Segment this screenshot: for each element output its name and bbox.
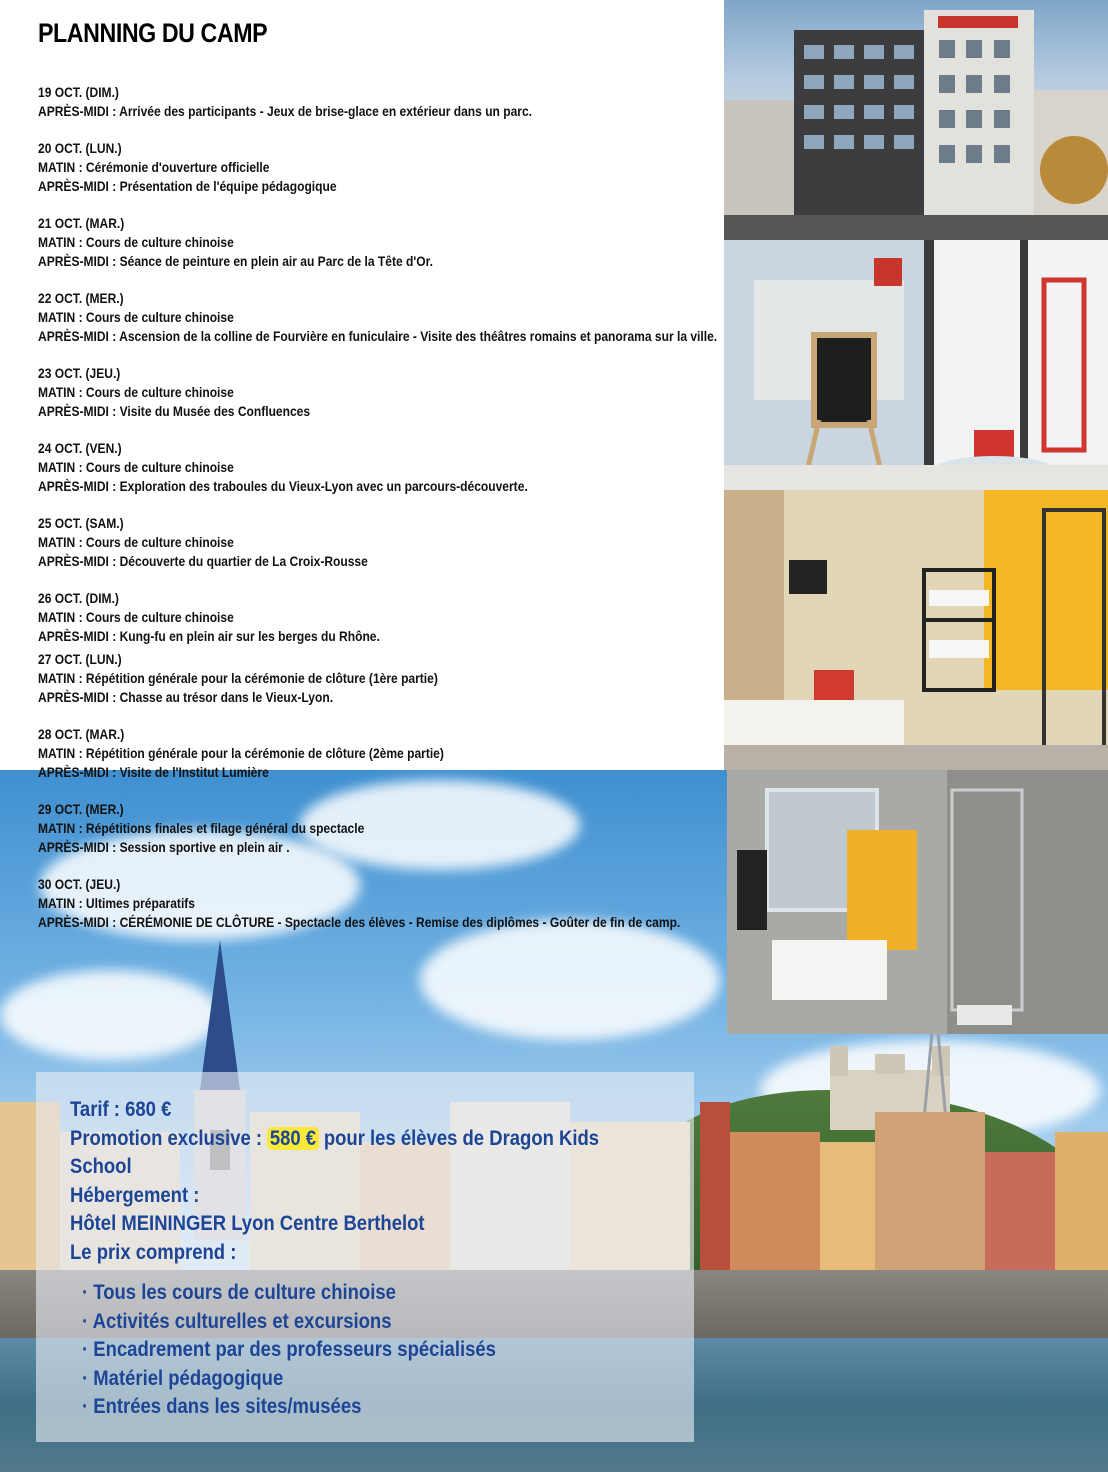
day-activity: MATIN : Ultimes préparatifs (38, 895, 195, 911)
schedule-day (38, 139, 718, 196)
day-date: 29 OCT. (MER.) (38, 801, 124, 817)
day-activity: MATIN : Cours de culture chinoise (38, 309, 234, 325)
day-date: 23 OCT. (JEU.) (38, 365, 121, 381)
hotel-room-photo (724, 490, 1108, 770)
day-activity: APRÈS-MIDI : Présentation de l'équipe pédagogique (38, 178, 337, 194)
schedule-day (38, 214, 718, 271)
day-activity: APRÈS-MIDI : Découverte du quartier de La Croix-Rousse (38, 553, 368, 569)
page-title: PLANNING DU CAMP (38, 18, 268, 48)
day-activity: MATIN : Cours de culture chinoise (38, 459, 234, 475)
day-activity: APRÈS-MIDI : Visite de l'Institut Lumière (38, 764, 269, 780)
promotion-suffix: pour les élèves de Dragon Kids (318, 1126, 600, 1150)
day-activity: MATIN : Cours de culture chinoise (38, 534, 234, 550)
day-activity: MATIN : Répétition générale pour la cérémonie de clôture (1ère partie) (38, 670, 438, 686)
day-date: 27 OCT. (LUN.) (38, 651, 122, 667)
day-activity: APRÈS-MIDI : Kung-fu en plein air sur les berges du Rhône. (38, 628, 380, 644)
hotel-bathroom-photo (727, 770, 1108, 1034)
day-activity: APRÈS-MIDI : Visite du Musée des Confluences (38, 403, 311, 419)
day-date: 30 OCT. (JEU.) (38, 876, 121, 892)
camp-schedule (38, 18, 718, 950)
includes-item: · Matériel pédagogique (82, 1366, 284, 1390)
includes-item: · Encadrement par des professeurs spécialisés (82, 1338, 496, 1361)
day-date: 20 OCT. (LUN.) (38, 140, 122, 156)
accommodation-label: Hébergement : (70, 1183, 200, 1207)
day-activity: MATIN : Cours de culture chinoise (38, 384, 234, 400)
day-activity: APRÈS-MIDI : Ascension de la colline de Fourvière en funiculaire - Visite des théâtres romains et panorama sur la ville. (38, 328, 718, 344)
day-activity: MATIN : Cours de culture chinoise (38, 234, 234, 250)
includes-item: · Entrées dans les sites/musées (82, 1395, 362, 1418)
schedule-day (38, 439, 718, 496)
hotel-exterior-photo (724, 0, 1108, 240)
includes-label: Le prix comprend : (70, 1240, 237, 1264)
day-activity: APRÈS-MIDI : Arrivée des participants - Jeux de brise-glace en extérieur dans un parc. (38, 103, 533, 119)
day-activity: APRÈS-MIDI : Séance de peinture en plein air au Parc de la Tête d'Or. (38, 253, 433, 269)
day-activity: APRÈS-MIDI : Session sportive en plein air . (38, 839, 290, 855)
schedule-day (38, 725, 718, 782)
day-activity: MATIN : Cours de culture chinoise (38, 609, 234, 625)
day-date: 25 OCT. (SAM.) (38, 515, 124, 531)
promotion-line (70, 1125, 599, 1154)
day-activity: MATIN : Répétition générale pour la cérémonie de clôture (2ème partie) (38, 745, 444, 761)
schedule-day (38, 589, 718, 646)
schedule-day (38, 514, 718, 571)
schedule-day (38, 83, 718, 121)
day-date: 19 OCT. (DIM.) (38, 84, 119, 100)
includes-list (82, 1279, 671, 1422)
day-date: 22 OCT. (MER.) (38, 290, 124, 306)
schedule-day (38, 875, 718, 932)
schedule-days (38, 83, 718, 932)
hotel-name: Hôtel MEININGER Lyon Centre Berthelot (70, 1212, 425, 1235)
day-activity: APRÈS-MIDI : CÉRÉMONIE DE CLÔTURE - Spectacle des élèves - Remise des diplômes - Goûter de fin de camp. (38, 914, 681, 930)
pricing-info-card (36, 1072, 694, 1442)
schedule-day (38, 650, 718, 707)
day-activity: MATIN : Cérémonie d'ouverture officielle (38, 159, 270, 175)
promotion-prefix: Promotion exclusive : (70, 1126, 268, 1150)
day-activity: APRÈS-MIDI : Exploration des traboules du Vieux-Lyon avec un parcours-découverte. (38, 478, 528, 494)
day-date: 24 OCT. (VEN.) (38, 440, 122, 456)
day-activity: APRÈS-MIDI : Chasse au trésor dans le Vieux-Lyon. (38, 689, 334, 705)
hotel-lobby-photo (724, 240, 1108, 490)
price-line: Tarif : 680 € (70, 1098, 172, 1121)
day-date: 21 OCT. (MAR.) (38, 215, 125, 231)
promotion-line-continued: School (70, 1155, 132, 1178)
schedule-day (38, 364, 718, 421)
day-date: 26 OCT. (DIM.) (38, 590, 119, 606)
day-date: 28 OCT. (MAR.) (38, 726, 125, 742)
day-activity: MATIN : Répétitions finales et filage général du spectacle (38, 820, 365, 836)
includes-item: · Activités culturelles et excursions (82, 1309, 392, 1333)
promotion-price-badge: 580 € (267, 1127, 319, 1150)
includes-item: · Tous les cours de culture chinoise (82, 1281, 396, 1304)
schedule-day (38, 289, 718, 346)
schedule-day (38, 800, 718, 857)
